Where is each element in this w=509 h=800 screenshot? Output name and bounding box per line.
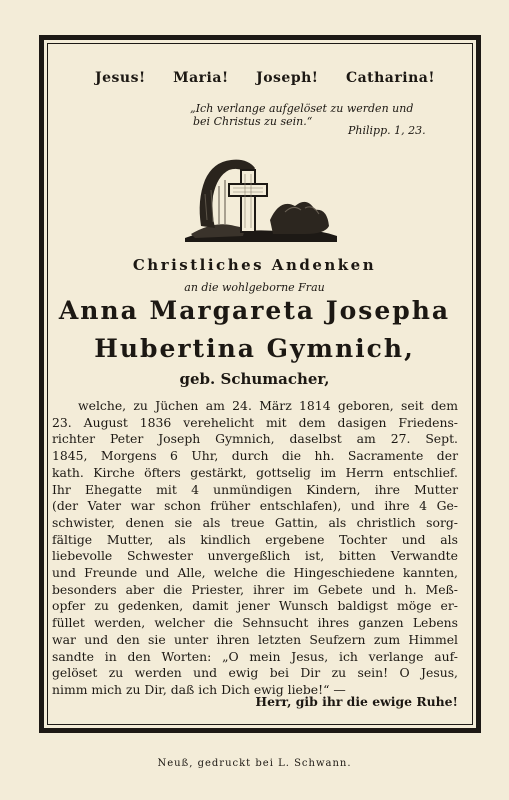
body-line: füllet werden, welcher die Sehnsucht ihres ganzen Lebens [52, 615, 458, 631]
body-line: kath. Kirche öfters gestärkt, gottselig im Herrn entschlief. [52, 464, 458, 480]
body-line: richter Peter Joseph Gymnich, daselbst am 27. Sept. [52, 431, 458, 447]
invocation-maria: Maria! [173, 70, 229, 86]
invocation-catharina: Catharina! [345, 70, 435, 86]
invocation-jesus: Jesus! [95, 70, 146, 86]
card-subheading: an die wohlgeborne Frau [184, 281, 325, 294]
body-line: nimm mich zu Dir, daß ich Dich ewig liebe!“ — [52, 681, 346, 697]
body-line: und Freunde und Alle, welche die Hingeschiedene kannten, [52, 565, 458, 581]
quote-line-1: „Ich verlange aufgelöset zu werden und [190, 102, 414, 115]
body-line: liebevolle Schwester unvergeßlich ist, bitten Verwandte [52, 548, 458, 564]
body-line: Ihr Ehegatte mit 4 unmündigen Kindern, ihre Mutter [52, 481, 458, 497]
body-line: 1845, Morgens 6 Uhr, durch die hh. Sacramente der [52, 448, 458, 464]
printer-imprint: Neuß, gedruckt bei L. Schwann. [157, 758, 352, 769]
cross-tombstone-emblem [185, 150, 337, 242]
quote-reference: Philipp. 1, 23. [348, 124, 426, 137]
invocation-joseph: Joseph! [256, 70, 319, 86]
closing-prayer: Herr, gib ihr die ewige Ruhe! [255, 694, 458, 709]
body-line: (der Vater war schon früher entschlafen), und ihre 4 Ge- [52, 498, 458, 514]
invocation-line [95, 70, 435, 86]
deceased-name-line-2: Hubertina Gymnich, [94, 334, 415, 363]
body-line: fältige Mutter, als kindlich ergebene Tochter und als [52, 531, 458, 547]
quote-line-2: bei Christus zu sein.“ [193, 115, 313, 128]
deceased-name-line-1: Anna Margareta Josepha [58, 296, 451, 325]
card-heading: Christliches Andenken [132, 256, 377, 274]
body-line: 23. August 1836 verehelicht mit dem dasigen Friedens- [52, 414, 458, 430]
body-line: gelöset zu werden und ewig bei Dir zu sein! O Jesus, [52, 665, 458, 681]
body-line: opfer zu gedenken, damit jener Wunsch baldigst möge er- [52, 598, 458, 614]
body-line: schwister, denen sie als treue Gattin, als christlich sorg- [52, 514, 458, 530]
body-line: welche, zu Jüchen am 24. März 1814 geboren, seit dem [78, 398, 458, 413]
obituary-text [52, 398, 458, 699]
body-line: sandte in den Worten: „O mein Jesus, ich verlange auf- [52, 648, 458, 664]
body-line: besonders aber die Priester, ihrer im Gebete und h. Meß- [52, 581, 458, 597]
maiden-name: geb. Schumacher, [179, 370, 330, 388]
body-line: war und den sie unter ihren letzten Seufzern zum Himmel [52, 631, 458, 647]
